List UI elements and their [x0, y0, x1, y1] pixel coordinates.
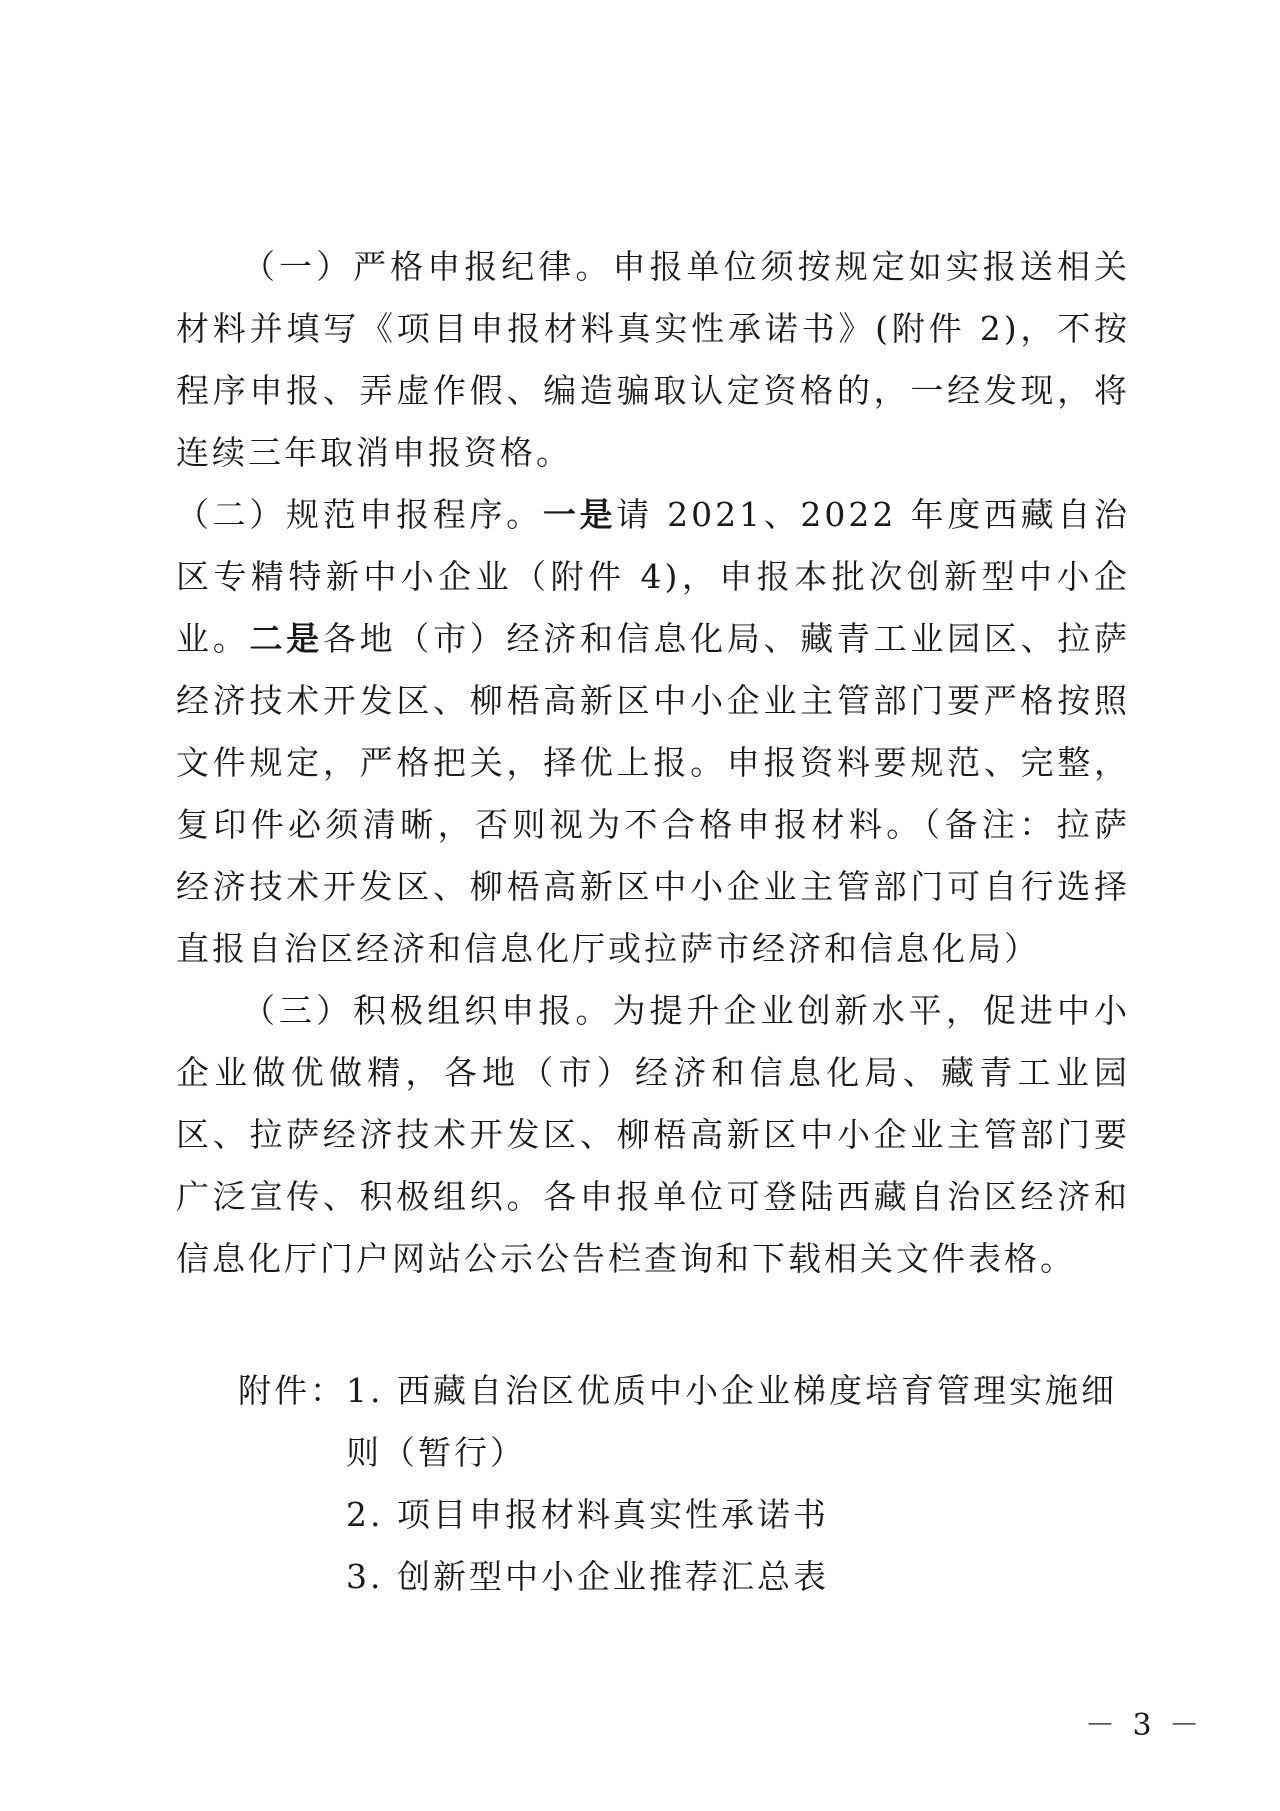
section-3-heading: （三）积极组织申报。 — [242, 991, 613, 1030]
section-1-heading: （一）严格申报纪律。 — [242, 247, 613, 286]
section-2-emphasis-1: 一是 — [542, 495, 617, 534]
attachment-item-3: 3. 创新型中小企业推荐汇总表 — [346, 1557, 829, 1596]
attachments-label: 附件： — [238, 1371, 346, 1410]
page-number: － 3 － — [1085, 1708, 1204, 1743]
section-1-text: 申报单位须按规定如实报送相关材料并填写《项目申报材料真实性承诺书》(附件 2)，不按程序申报、弄虚作假、编造骗取认定资格的，一经发现，将连续三年取消申报资格。 — [176, 247, 1131, 472]
document-body — [176, 236, 1130, 1290]
attachment-item-2: 2. 项目申报材料真实性承诺书 — [346, 1495, 829, 1534]
section-3-text: 为提升企业创新水平，促进中小企业做优做精，各地（市）经济和信息化局、藏青工业园区、拉萨经济技术开发区、柳梧高新区中小企业主管部门要广泛宣传、积极组织。各申报单位可登陆西藏自治区经济和信息化厅门户网站公示公告栏查询和下载相关文件表格。 — [176, 991, 1131, 1278]
attachment-row-1 — [238, 1360, 1138, 1484]
section-2-heading: （二）规范申报程序。 — [176, 495, 543, 534]
section-2-text-1: 请 2021、2022 年度西藏自治区专精特新中小企业（附件 4)，申报本批次创新型中小企业。 — [176, 495, 1131, 658]
attachments-list — [238, 1360, 1138, 1608]
section-3-paragraph — [176, 980, 1130, 1290]
section-2-paragraph — [176, 484, 1130, 980]
attachment-item-1: 1. 西藏自治区优质中小企业梯度培育管理实施细则（暂行） — [346, 1371, 1117, 1472]
section-1-paragraph — [176, 236, 1130, 484]
section-2-text-2: 各地（市）经济和信息化局、藏青工业园区、拉萨经济技术开发区、柳梧高新区中小企业主管部门要严格按照文件规定，严格把关，择优上报。申报资料要规范、完整，复印件必须清晰，否则视为不合格申报材料。（备注：拉萨经济技术开发区、柳梧高新区中小企业主管部门可自行选择直报自治区经济和信息化厅或拉萨市经济和信息化局） — [176, 619, 1131, 968]
section-2-emphasis-2: 二是 — [249, 619, 323, 658]
